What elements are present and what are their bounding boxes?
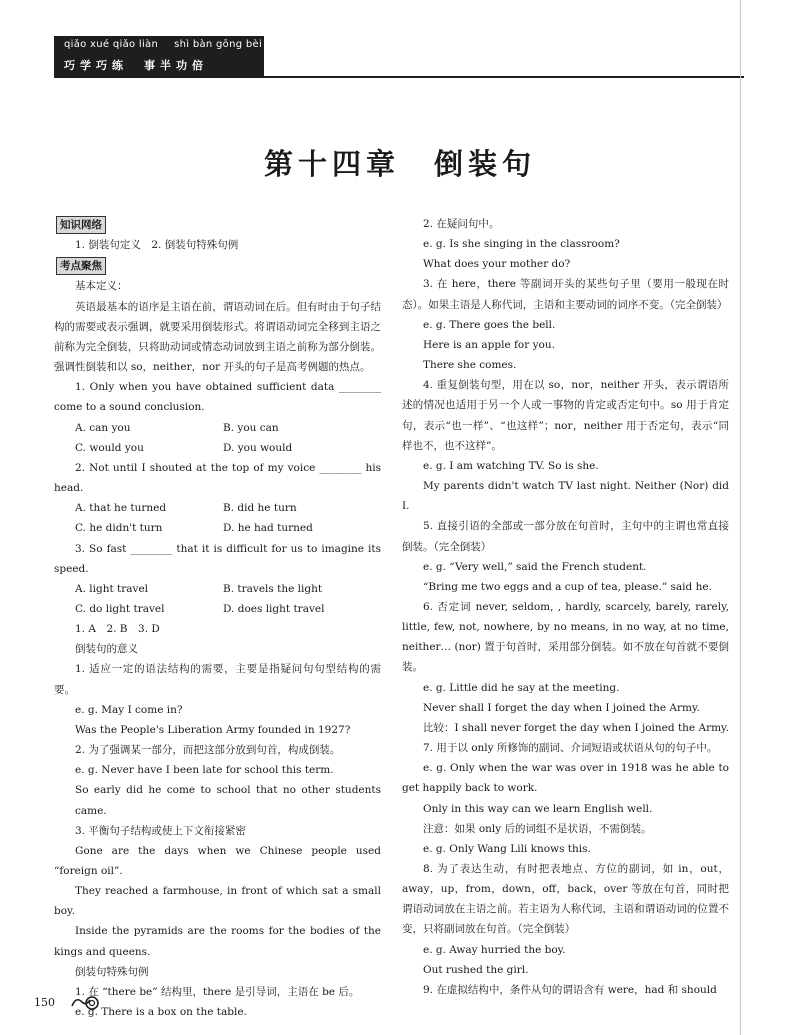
special-case-7-example-1: e. g. Only when the war was over in 1918 was he able to get happily back to work. xyxy=(402,762,729,795)
header-slogan-right: 事半功倍 xyxy=(144,59,208,72)
question-3: 3. So fast ________ that it is difficult for us to imagine its speed. xyxy=(54,542,381,575)
special-cases-heading: 倒装句特殊句例 xyxy=(75,965,149,978)
special-case-6-compare: 比较：I shall never forget the day when I joined the Army. xyxy=(423,721,729,734)
q2-option-d: D. he had turned xyxy=(223,522,313,535)
q3-option-a: A. light travel xyxy=(75,582,149,595)
q3-option-d: D. does light travel xyxy=(223,602,325,615)
special-case-4-example-1: e. g. I am watching TV. So is she. xyxy=(423,459,599,472)
knowledge-list: 1. 倒装句定义 2. 倒装句特殊句例 xyxy=(75,239,239,252)
swirl-logo-icon xyxy=(70,992,100,1012)
meaning-heading: 倒装句的意义 xyxy=(75,643,138,656)
q2-option-c: C. he didn't turn xyxy=(75,522,163,535)
question-3-options-2 xyxy=(54,599,381,619)
meaning-1-example-1: e. g. May I come in? xyxy=(75,703,183,716)
special-case-8: 8. 为了表达生动，有时把表地点、方位的副词，如 in，out，away，up，from，down，off，back，over 等放在句首，同时把谓语动词放在主语之前。若主语为人称代词，主语和谓语动词的位置不变，只将副词放在句首。（完全倒装） xyxy=(402,863,729,936)
special-case-3-example-1: e. g. There goes the bell. xyxy=(423,318,556,331)
special-case-6-example-1: e. g. Little did he say at the meeting. xyxy=(423,681,620,694)
special-case-2: 2. 在疑问句中。 xyxy=(423,218,500,230)
q1-option-a: A. can you xyxy=(75,421,131,434)
special-case-6: 6. 否定词 never, seldom, , hardly, scarcely, barely, rarely, little, few, not, nowhere, by no means, in no way, at no time, neither… (nor) 置于句首时，采用部分倒装。如不放在句首就不要倒装。 xyxy=(402,600,729,674)
q3-option-b: B. travels the light xyxy=(223,582,323,595)
meaning-2: 2. 为了强调某一部分，而把这部分放到句首，构成倒装。 xyxy=(75,744,341,757)
q3-option-c: C. do light travel xyxy=(75,602,165,615)
special-case-8-example-1: e. g. Away hurried the boy. xyxy=(423,943,566,956)
header-rule xyxy=(54,76,744,78)
question-1-options xyxy=(54,418,381,438)
question-3-options xyxy=(54,579,381,599)
header-pinyin-right: shì bàn gōng bèi xyxy=(174,39,263,50)
meaning-3: 3. 平衡句子结构或使上下文衔接紧密 xyxy=(75,824,246,837)
meaning-2-example-1: e. g. Never have I been late for school this term. xyxy=(75,764,334,777)
meaning-3-example-2: They reached a farmhouse, in front of which sat a small boy. xyxy=(54,885,381,918)
question-2-options-2 xyxy=(54,518,381,538)
special-case-7-note: 注意：如果 only 后的词组不是状语，不需倒装。 xyxy=(423,822,652,835)
meaning-1-example-2: Was the People's Liberation Army founded in 1927? xyxy=(75,723,351,736)
special-case-3-example-2: Here is an apple for you. xyxy=(423,338,555,351)
special-case-2-example-2: What does your mother do? xyxy=(423,258,571,271)
special-case-4-example-2: My parents didn't watch TV last night. Neither (Nor) did I. xyxy=(402,480,729,513)
chapter-title: 第十四章 倒装句 xyxy=(263,147,536,181)
special-case-9: 9. 在虚拟结构中，条件从句的谓语含有 were，had 和 should xyxy=(423,983,717,996)
special-case-1: 1. 在 “there be” 结构里，there 是引导词，主语在 be 后。 xyxy=(75,985,360,998)
special-case-6-example-2: Never shall I forget the day when I joined the Army. xyxy=(423,701,700,714)
header-slogan xyxy=(64,57,208,73)
right-column xyxy=(402,214,729,1000)
special-case-3: 3. 在 here，there 等副词开头的某些句子里（要用一般现在时态）。如果主语是人称代词，主语和主要动词的词序不变。（完全倒装） xyxy=(402,278,729,311)
special-case-7-example-2: Only in this way can we learn English well. xyxy=(423,802,653,815)
meaning-3-example-3: Inside the pyramids are the rooms for the bodies of the kings and queens. xyxy=(54,925,381,958)
special-case-1-example: e. g. There is a box on the table. xyxy=(75,1006,247,1019)
left-column xyxy=(54,214,381,1022)
special-case-5: 5. 直接引语的全部或一部分放在句首时，主句中的主谓也常直接倒装。（完全倒装） xyxy=(402,520,729,553)
special-case-8-example-2: Out rushed the girl. xyxy=(423,963,529,976)
special-case-2-example-1: e. g. Is she singing in the classroom? xyxy=(423,238,620,251)
special-case-7-example-3: e. g. Only Wang Lili knows this. xyxy=(423,842,591,855)
header-pinyin-left: qiǎo xué qiǎo liàn xyxy=(64,39,159,50)
header-slogan-left: 巧学巧练 xyxy=(64,59,128,72)
knowledge-network-tag: 知识网络 xyxy=(56,216,106,234)
answers: 1. A 2. B 3. D xyxy=(75,623,160,636)
meaning-2-example-2: So early did he come to school that no other students came. xyxy=(75,784,381,817)
header-banner xyxy=(54,36,264,76)
header-pinyin xyxy=(64,39,262,50)
q1-option-b: B. you can xyxy=(223,421,279,434)
special-case-5-example-1: e. g. “Very well,” said the French student. xyxy=(423,560,647,573)
question-2-options xyxy=(54,498,381,518)
question-1-options-2 xyxy=(54,438,381,458)
q1-option-d: D. you would xyxy=(223,441,293,454)
question-2: 2. Not until I shouted at the top of my voice ________ his head. xyxy=(54,461,381,495)
q1-option-c: C. would you xyxy=(75,441,144,454)
meaning-1: 1. 适应一定的语法结构的需要，主要是指疑问句句型结构的需要。 xyxy=(54,663,381,696)
special-case-5-example-2: “Bring me two eggs and a cup of tea, please.” said he. xyxy=(423,580,712,593)
basic-definition-text: 英语最基本的语序是主语在前，谓语动词在后。但有时由于句子结构的需要或表示强调，就要采用倒装形式。将谓语动词完全移到主语之前称为完全倒装，只将助动词或情态动词放到主语之前称为部分倒装。强调性倒装和以 so，neither，nor 开头的句子是高考例题的热点。 xyxy=(54,300,381,374)
q2-option-a: A. that he turned xyxy=(75,502,167,515)
page-number: 150 xyxy=(34,996,55,1009)
basic-definition-heading: 基本定义： xyxy=(75,280,128,293)
question-1: 1. Only when you have obtained sufficient data ________ come to a sound conclusion. xyxy=(54,381,381,414)
special-case-4: 4. 重复倒装句型，用在以 so，nor，neither 开头，表示谓语所述的情况也适用于另一个人或一事物的肯定或否定句中。so 用于肯定句，表示“也一样”、“也这样”；nor，neither 用于否定句，表示“同样也不，也不这样”。 xyxy=(402,379,729,452)
meaning-3-example-1: Gone are the days when we Chinese people used “foreign oil”. xyxy=(54,844,381,877)
special-case-7: 7. 用于以 only 所修饰的副词、介词短语或状语从句的句子中。 xyxy=(423,742,718,755)
focus-points-tag: 考点聚焦 xyxy=(56,257,106,275)
q2-option-b: B. did he turn xyxy=(223,502,297,515)
special-case-3-example-3: There she comes. xyxy=(423,359,517,372)
